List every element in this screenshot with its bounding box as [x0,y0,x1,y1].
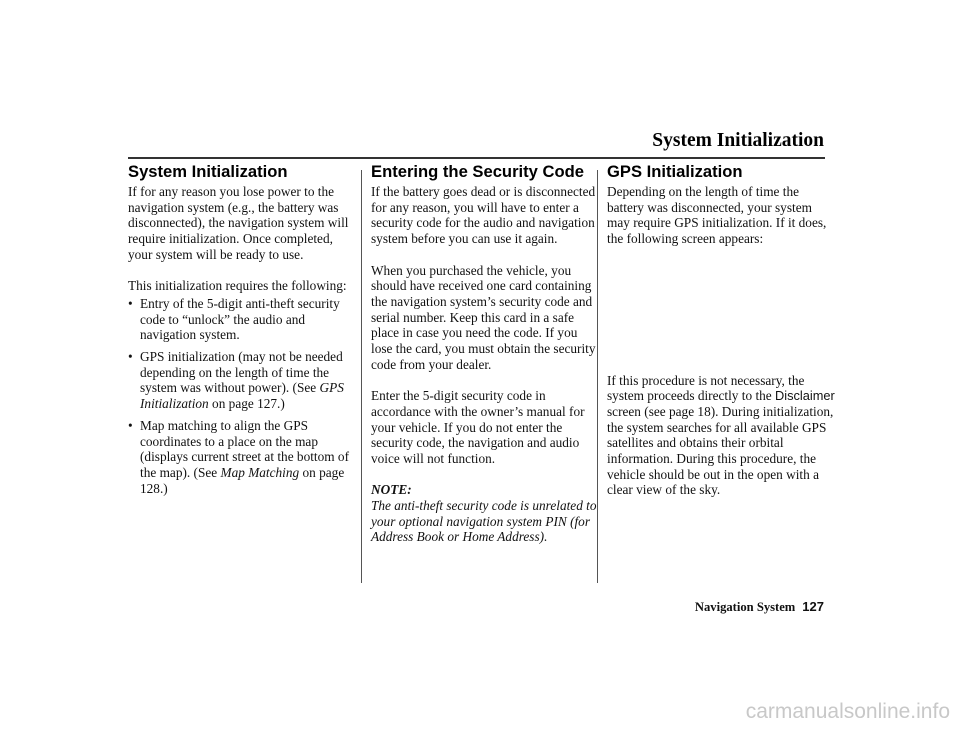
paragraph: When you purchased the vehicle, you should have received one card containing the navigation system’s security code and serial number. Keep this card in a safe place in case you need the code. If you lose the card, you must obtain the security code from your dealer. [371,262,596,372]
screen-illustration-area [607,263,835,373]
watermark: carmanualsonline.info [745,700,950,723]
column-system-initialization [128,162,356,502]
paragraph: If for any reason you lose power to the navigation system (e.g., the battery was disconnected), the navigation system will require initialization. Once completed, your system will be ready to use. [128,184,349,262]
note-label: NOTE: [371,482,412,498]
requirements-list [128,296,356,496]
section-heading: System Initialization [128,162,288,181]
screen-name-reference: Disclaimer [775,388,835,404]
list-item: • GPS initialization (may not be needed depending on the length of time the system was without power). (See GPS Initialization on page 127.) [128,349,356,412]
list-item: • Map matching to align the GPS coordinates to a place on the map (displays current street at the bottom of the map). (See Map Matching on page 128.) [128,418,356,497]
page-header-title: System Initialization [652,130,824,151]
paragraph: This initialization requires the following: [128,278,347,294]
paragraph: Enter the 5-digit security code in accordance with the owner’s manual for your vehicle. If you do not enter the security code, the navigation and audio voice will not function. [371,388,585,466]
column-security-code [371,162,599,545]
section-heading: Entering the Security Code [371,162,584,181]
page-footer [695,598,824,616]
page-number: 127 [802,599,824,614]
footer-section-label: Navigation System [694,600,796,614]
paragraph: If the battery goes dead or is disconnected for any reason, you will have to enter a security code for the audio and navigation system before you can use it again. [371,184,596,247]
column-divider [597,170,598,583]
note-text: The anti-theft security code is unrelated to your optional navigation system PIN (for Address Book or Home Address). [371,498,597,545]
section-heading: GPS Initialization [607,162,743,181]
cross-reference: Map Matching [220,464,300,480]
cross-reference: GPS Initialization [140,380,344,412]
paragraph: If this procedure is not necessary, the system proceeds directly to the Disclaimer screen (see page 18). During initialization, the system searches for all available GPS satellites and obtains their orbital information. During this procedure, the vehicle should be out in the open with a clear view of the sky. [607,372,835,498]
list-item: • Entry of the 5-digit anti-theft security code to “unlock” the audio and navigation system. [128,296,356,343]
column-gps-initialization [607,162,835,514]
header-rule [128,157,825,159]
paragraph: Depending on the length of time the battery was disconnected, your system may require GPS initialization. If it does, the following screen appears: [607,184,827,247]
column-divider [361,170,362,583]
